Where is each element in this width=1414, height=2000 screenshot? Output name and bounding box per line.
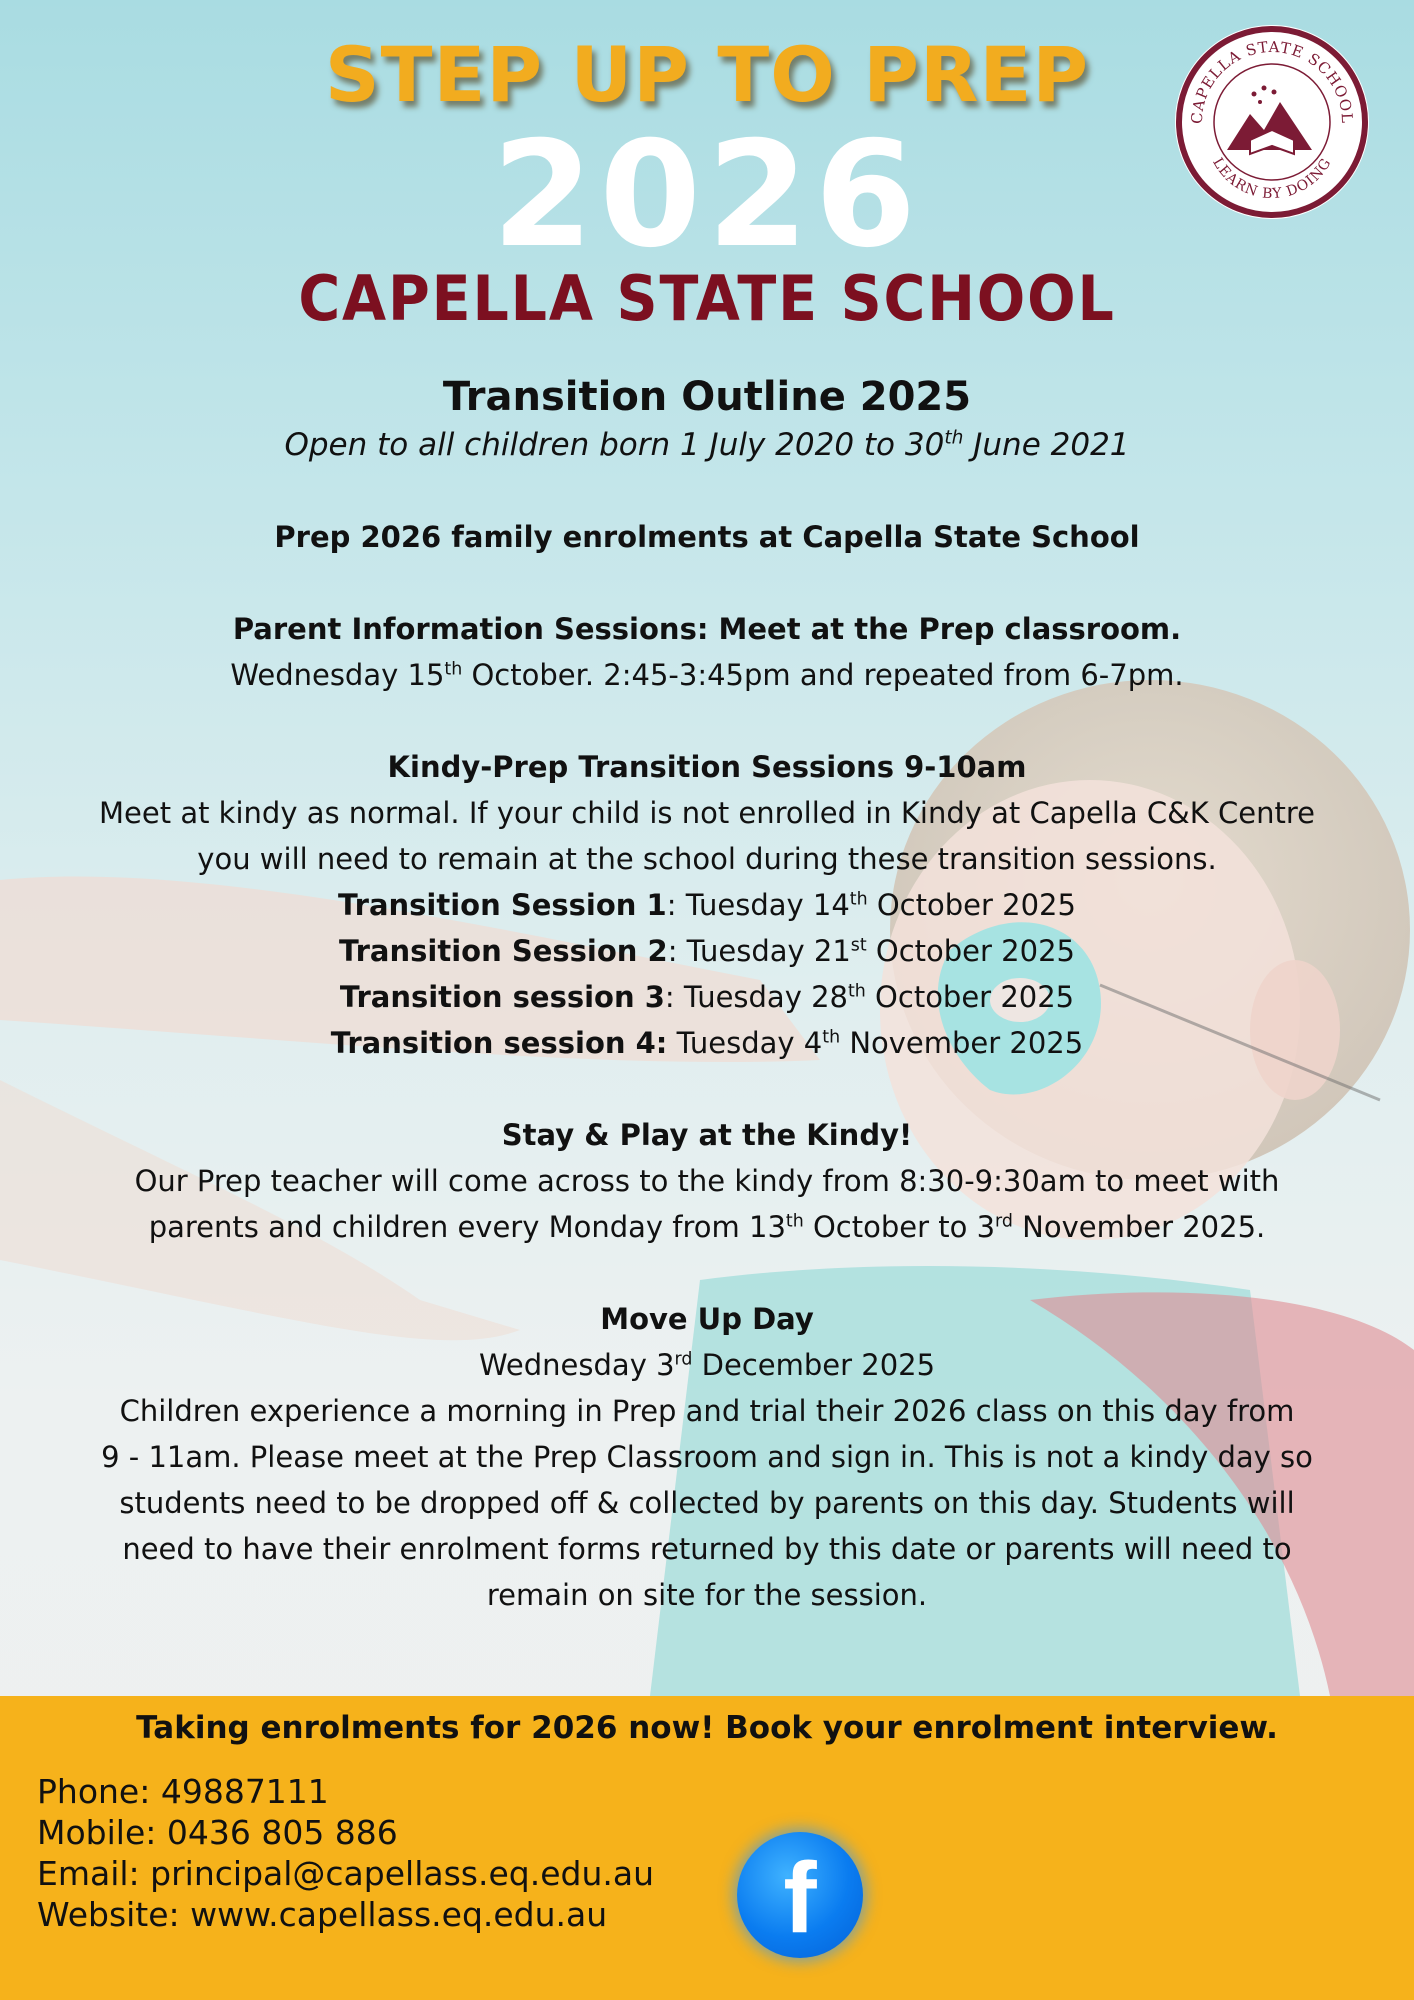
stay-play-text: parents and children every Monday from 13 [148,1210,786,1244]
contact-mobile: Mobile: 0436 805 886 [37,1813,398,1852]
session-date: : Tuesday 21 [667,934,851,968]
outline-subtitle [30,422,1384,468]
transition-session-3 [30,974,1384,1020]
move-up-line-1: Children experience a morning in Prep and trial their 2026 class on this day from [119,1394,1295,1428]
transition-session-1 [30,882,1384,928]
contact-list [37,1771,654,1935]
outline-subtitle-end: June 2021 [963,427,1130,463]
contact-website[interactable]: Website: www.capellass.eq.edu.au [37,1895,608,1934]
outline-subtitle-text: Open to all children born 1 July 2020 to 30 [284,427,945,463]
stay-play-sup-1: th [785,1211,804,1232]
session-sup: th [822,1027,841,1048]
kindy-prep-heading: Kindy-Prep Transition Sessions 9-10am [387,750,1027,784]
stay-play-text-end: November 2025. [1012,1210,1266,1244]
footer-banner [0,1696,1414,2000]
session-date: : Tuesday 28 [664,980,848,1014]
stay-play-sup-2: rd [995,1211,1013,1232]
session-date-end: October 2025 [867,888,1076,922]
move-up-line-5: remain on site for the session. [486,1578,928,1612]
kindy-prep-line-2: you will need to remain at the school during these transition sessions. [197,842,1217,876]
session-date-end: October 2025 [866,934,1075,968]
contact-email[interactable]: Email: principal@capellass.eq.edu.au [37,1854,654,1893]
enrolments-heading: Prep 2026 family enrolments at Capella State School [274,520,1140,554]
stay-play-heading: Stay & Play at the Kindy! [501,1118,913,1152]
move-up-date-end: December 2025 [692,1348,936,1382]
session-date-end: November 2025 [840,1026,1084,1060]
logo-ring-text-top: CAPELLA STATE SCHOOL [1187,37,1357,125]
session-sup: th [849,889,868,910]
session-sup: st [850,935,867,956]
stay-play-line-2 [30,1204,1384,1250]
transition-session-4 [30,1020,1384,1066]
title-step-up: STEP UP TO PREP [324,30,1090,119]
parent-info-text-end: October. 2:45-3:45pm and repeated from 6-7pm. [462,658,1184,692]
session-label: Transition Session 1 [338,888,667,922]
move-up-date-text: Wednesday 3 [478,1348,675,1382]
session-date-end: October 2025 [865,980,1075,1014]
session-sup: th [847,981,866,1002]
session-label: Transition Session 2 [339,934,668,968]
kindy-prep-line-1: Meet at kindy as normal. If your child is not enrolled in Kindy at Capella C&K Centre [99,796,1315,830]
footer-heading: Taking enrolments for 2026 now! Book your enrolment interview. [136,1710,1278,1746]
move-up-date-sup: rd [674,1349,693,1370]
move-up-line-4: need to have their enrolment forms returned by this date or parents will need to [122,1532,1292,1566]
parent-info-heading: Parent Information Sessions: Meet at the Prep classroom. [232,612,1182,646]
move-up-line-2: 9 - 11am. Please meet at the Prep Classroom and sign in. This is not a kindy day so [101,1440,1313,1474]
transition-session-2 [30,928,1384,974]
outline-subtitle-sup: th [944,427,964,449]
session-label: Transition session 3 [339,980,665,1014]
stay-play-line-1: Our Prep teacher will come across to the kindy from 8:30-9:30am to meet with [134,1164,1280,1198]
parent-info-text: Wednesday 15 [230,658,445,692]
logo-ring-text-bottom: LEARN BY DOING [1209,155,1335,203]
session-date: Tuesday 4 [667,1026,823,1060]
session-label: Transition session 4: [330,1026,668,1060]
parent-info-line [30,652,1384,698]
main-content [30,372,1384,1618]
contact-phone: Phone: 49887111 [37,1772,329,1811]
outline-title: Transition Outline 2025 [442,374,972,420]
facebook-icon[interactable] [737,1832,863,1958]
move-up-date [30,1342,1384,1388]
title-school-name: CAPELLA STATE SCHOOL [298,262,1116,335]
move-up-heading: Move Up Day [600,1302,814,1336]
stay-play-text-mid: October to 3 [803,1210,996,1244]
parent-info-sup: th [444,659,463,680]
title-year: 2026 [491,110,923,280]
facebook-glyph: f [783,1842,817,1954]
session-date: : Tuesday 14 [666,888,850,922]
move-up-line-3: students need to be dropped off & collected by parents on this day. Students will [119,1486,1295,1520]
